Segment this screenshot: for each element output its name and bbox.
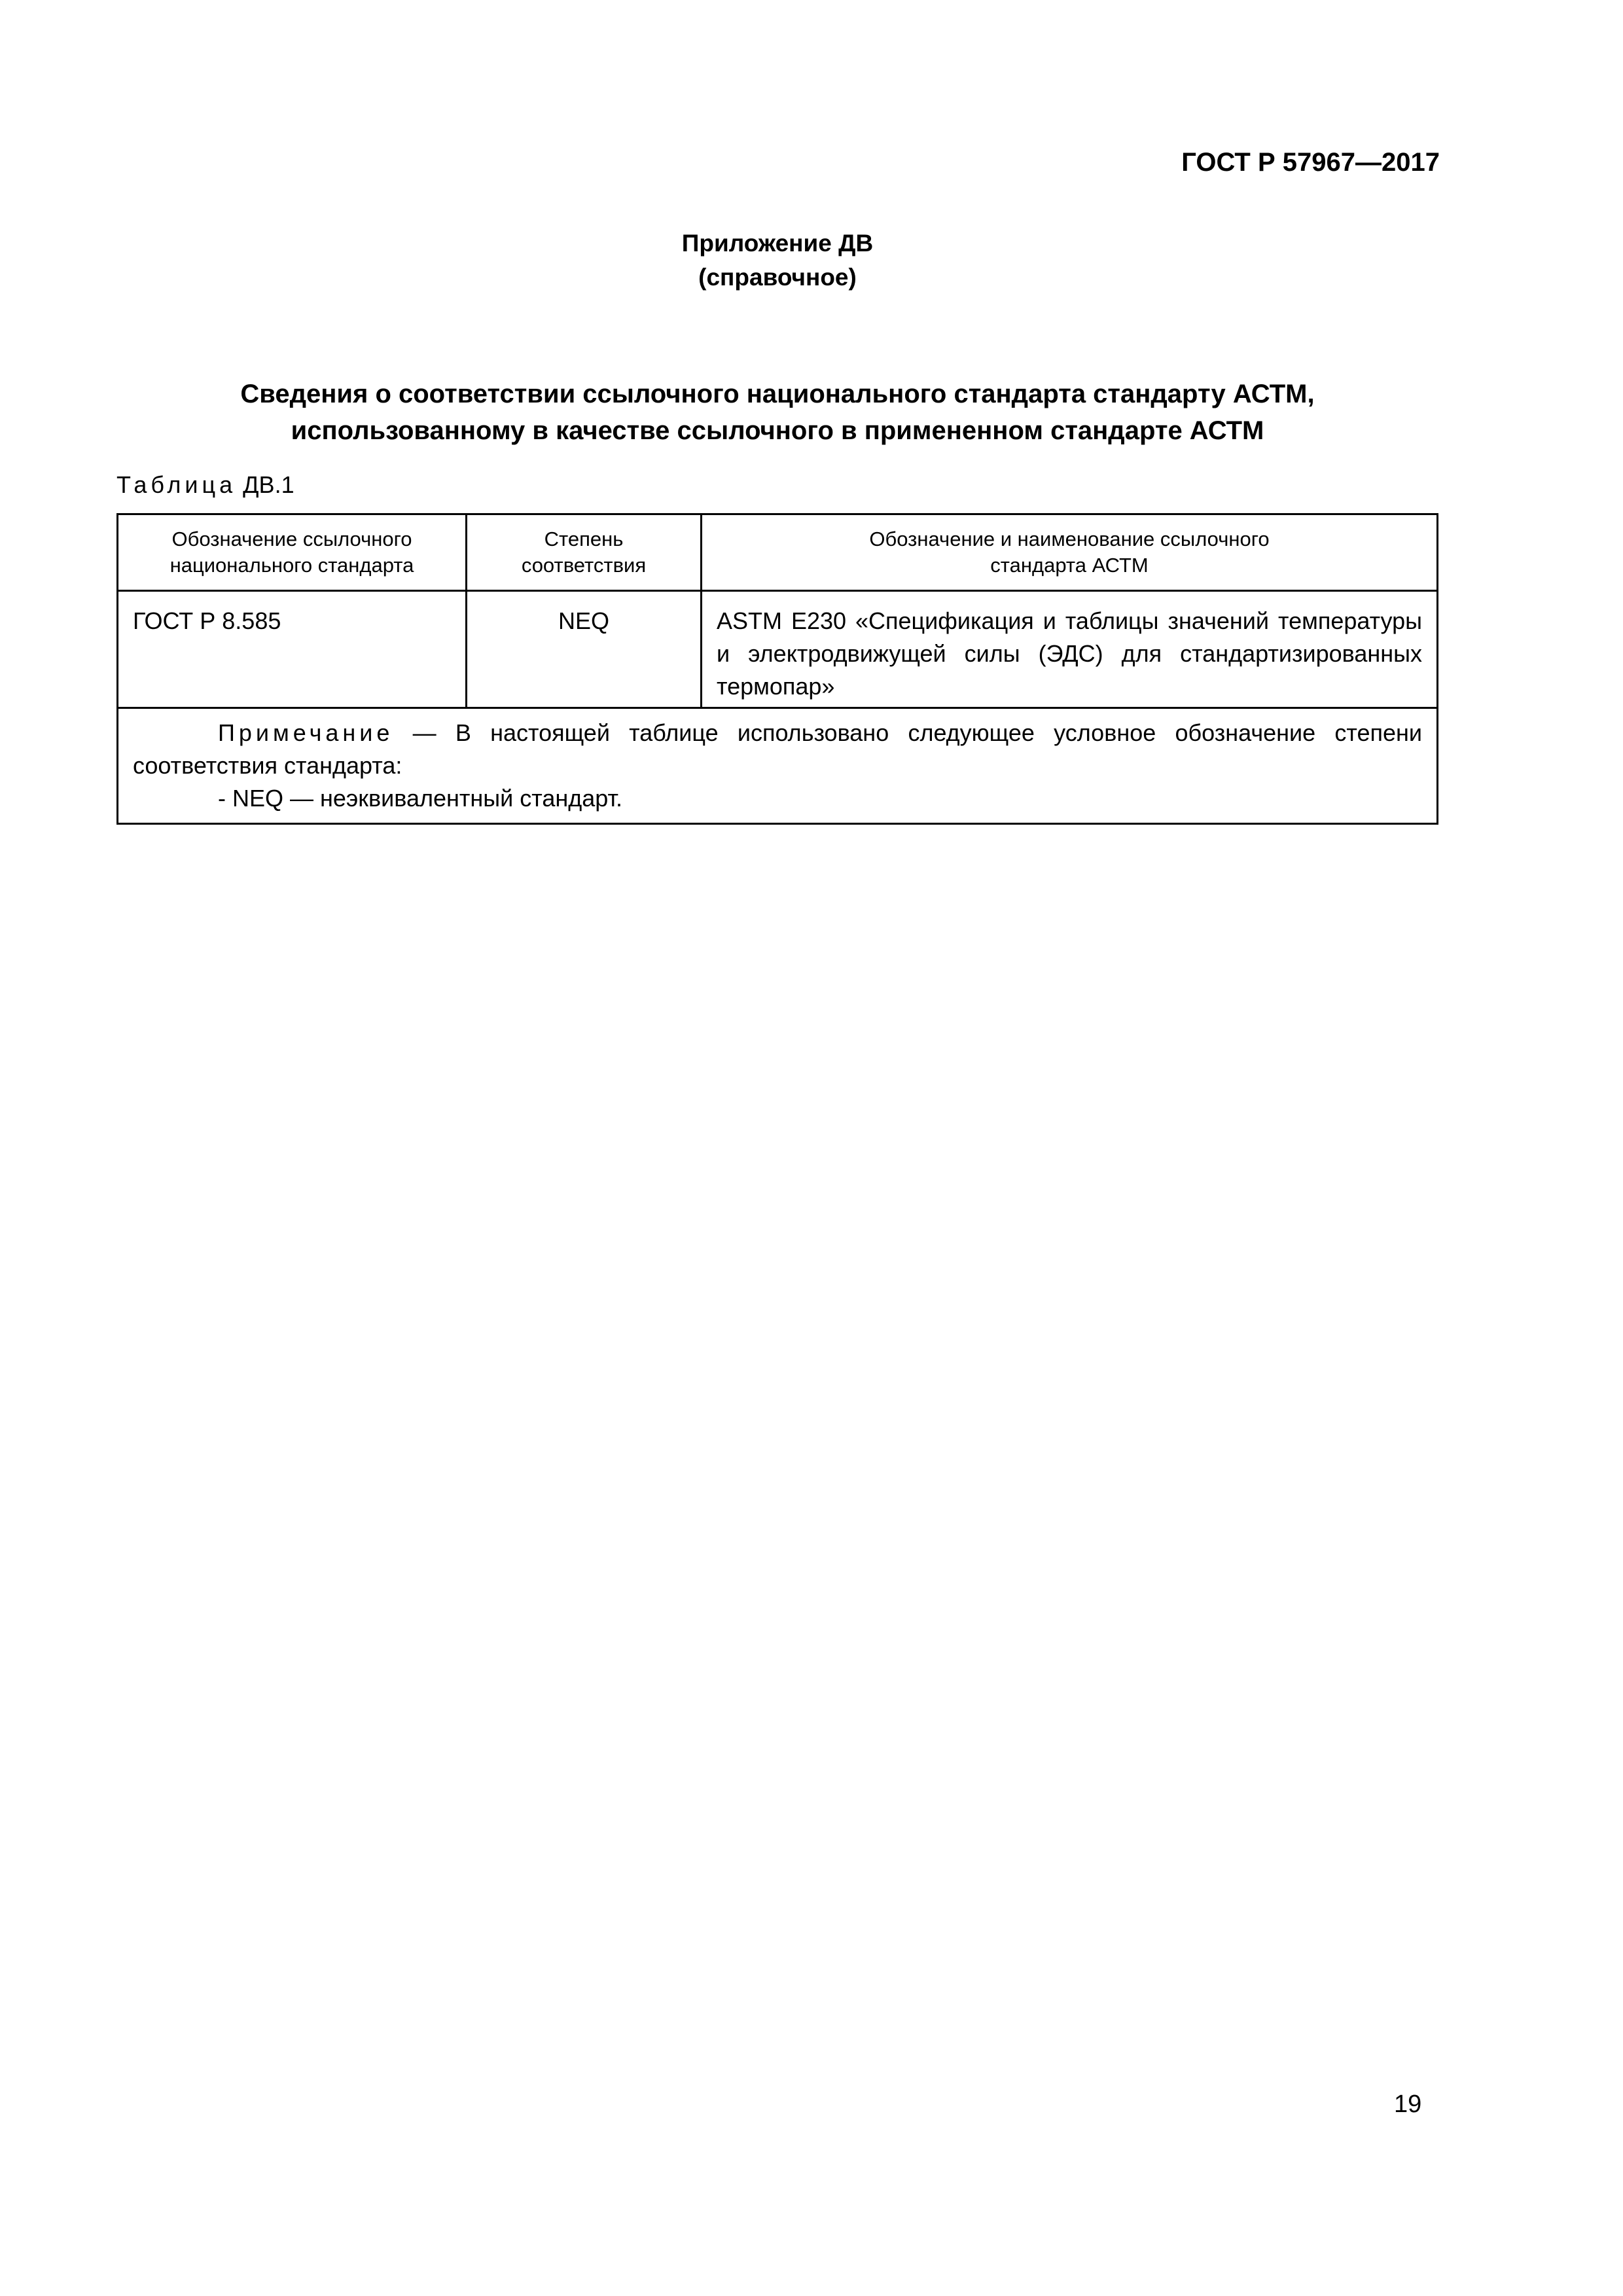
page-header: ГОСТ Р 57967—2017 bbox=[1181, 148, 1440, 177]
note-item: - NEQ — неэквивалентный стандарт. bbox=[218, 785, 623, 812]
section-heading-line1: Сведения о соответствии ссылочного национального стандарта стандарту АСТМ, bbox=[240, 380, 1315, 408]
reference-table bbox=[116, 513, 1438, 825]
appendix-title: Приложение ДВ bbox=[681, 230, 874, 257]
table-header-row bbox=[118, 514, 1438, 591]
header-compliance: Степень соответствия bbox=[467, 514, 702, 591]
note-text: — В настоящей таблице использовано следующее условное обозначение степени соответствия стандарта: bbox=[133, 719, 1422, 779]
table-caption-number: ДВ.1 bbox=[243, 471, 294, 498]
appendix-block bbox=[0, 226, 1555, 295]
table-note-row bbox=[118, 708, 1438, 824]
appendix-kind: (справочное) bbox=[698, 264, 857, 291]
header-astm-standard: Обозначение и наименование ссылочного стандарта АСТМ bbox=[702, 514, 1438, 591]
section-heading bbox=[0, 376, 1555, 449]
cell-compliance: NEQ bbox=[467, 591, 702, 708]
note-label: Примечание bbox=[218, 719, 394, 746]
page-number: 19 bbox=[1394, 2090, 1422, 2118]
cell-astm-standard: ASTM E230 «Спецификация и таблицы значений температуры и электродвижущей силы (ЭДС) для стандартизированных термопар» bbox=[702, 591, 1438, 708]
section-heading-line2: использованному в качестве ссылочного в примененном стандарте АСТМ bbox=[291, 416, 1264, 445]
table-row bbox=[118, 591, 1438, 708]
header-national-standard: Обозначение ссылочного национального стандарта bbox=[118, 514, 467, 591]
table-caption bbox=[116, 471, 294, 499]
table-caption-label: Таблица bbox=[116, 471, 237, 498]
cell-national-standard: ГОСТ Р 8.585 bbox=[118, 591, 467, 708]
table-note bbox=[118, 708, 1438, 824]
